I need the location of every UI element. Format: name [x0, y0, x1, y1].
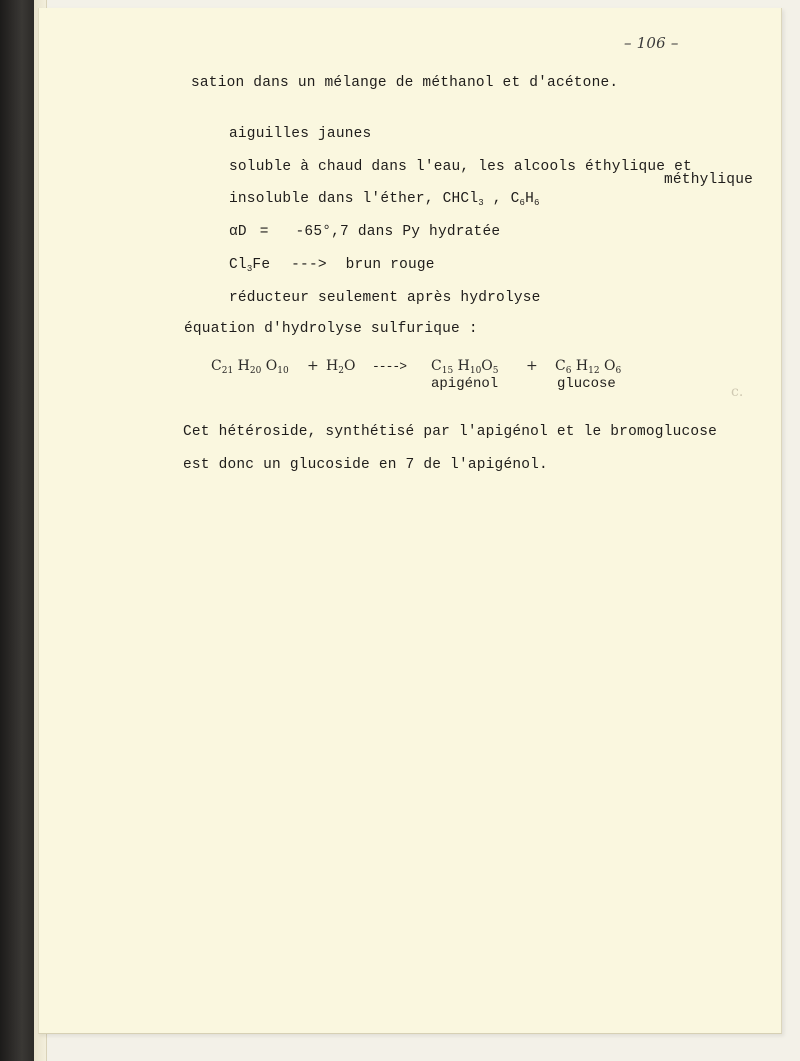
text-line-8: équation d'hydrolyse sulfurique :	[184, 321, 478, 337]
equation-product-1: $C_{15}$ $H_{10}O_5$	[431, 358, 499, 376]
equation-reactant: $C_{21}$ $H_{20}$ $O_{10}$	[211, 358, 289, 376]
text-line-4: insoluble dans l'éther, CHCl$_3$ , $C_6H_6$	[229, 191, 540, 208]
equation-plus-2: +	[526, 358, 538, 374]
alpha-d-label: αD	[229, 224, 247, 240]
solubility-text: insoluble dans l'éther, CHCl	[229, 191, 479, 207]
text-line-5	[229, 224, 500, 240]
equation-water: $H_2O$	[326, 358, 356, 376]
text-line-6: $Cl_3Fe$ ---> brun rouge	[229, 257, 435, 274]
conclusion-line-2: est donc un glucoside en 7 de l'apigénol.	[183, 457, 548, 473]
rotation-value: -65°,7 dans Py hydratée	[295, 224, 501, 240]
text-line-3: soluble à chaud dans l'eau, les alcools éthylique et	[229, 159, 692, 175]
color-result: brun rouge	[345, 257, 435, 273]
text-line-1: sation dans un mélange de méthanol et d'acétone.	[191, 75, 619, 91]
page-sheet	[38, 8, 782, 1034]
text-line-2: aiguilles jaunes	[229, 126, 372, 142]
equals-sign: =	[259, 224, 269, 240]
equation-plus-1: +	[307, 358, 319, 374]
book-binding	[0, 0, 34, 1061]
page-number: – 106 –	[624, 34, 679, 52]
equation-product-2: $C_6$ $H_{12}$ $O_6$	[555, 358, 622, 376]
conclusion-line-1: Cet hétéroside, synthétisé par l'apigénol et le bromoglucose	[183, 424, 718, 440]
text-line-7: réducteur seulement après hydrolyse	[229, 290, 541, 306]
product-2-label: glucose	[557, 376, 616, 392]
reaction-arrow: --->	[291, 257, 327, 273]
text-line-3-continuation: méthylique	[664, 172, 754, 188]
margin-mark: c.	[731, 384, 744, 400]
product-1-label: apigénol	[431, 376, 499, 392]
equation-arrow: ---->	[372, 359, 407, 374]
